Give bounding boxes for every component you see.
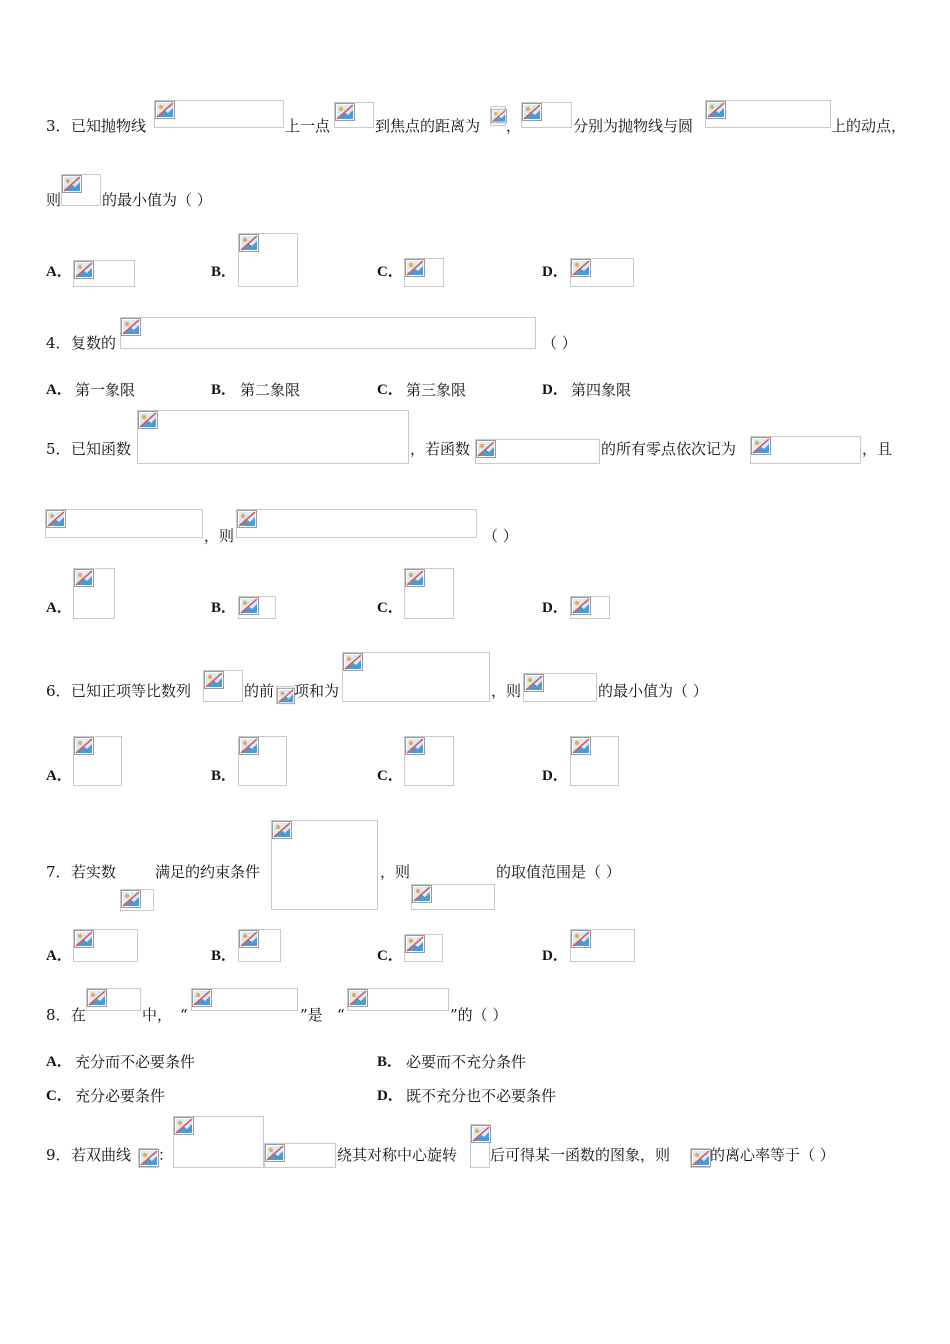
broken-image-icon — [343, 653, 363, 671]
broken-image-icon — [74, 261, 94, 279]
broken-image-icon — [277, 687, 295, 705]
q7-text-4: 的取值范围是（ ） — [496, 863, 621, 881]
formula-image — [120, 889, 154, 911]
broken-image-icon — [405, 569, 425, 587]
broken-image-icon — [204, 671, 224, 689]
formula-image — [138, 1148, 158, 1168]
q3-number: 3． — [46, 117, 71, 135]
q7-option-c-image — [404, 934, 443, 962]
q7-option-a-label: A． — [46, 948, 72, 964]
q4-option-a-text: 第一象限 — [75, 381, 136, 399]
q5-line2-suffix: （ ） — [483, 527, 518, 545]
broken-image-icon — [412, 885, 432, 903]
formula-image — [173, 1116, 264, 1168]
q3-text-1: 已知抛物线 — [71, 117, 147, 135]
q6-text-3: 项和为 — [294, 682, 340, 700]
q7-text-2: 满足的约束条件 — [155, 863, 261, 881]
formula-image — [120, 317, 536, 349]
formula-image — [271, 820, 378, 910]
q9-text-2: ： — [158, 1146, 174, 1164]
q4-option-a-label: A． — [46, 382, 72, 398]
formula-image — [276, 686, 294, 704]
q8-option-d-label: D． — [377, 1088, 403, 1104]
q5-text-1: 已知函数 — [71, 440, 132, 458]
q8-number: 8． — [46, 1006, 71, 1024]
q3-option-b-image — [238, 233, 298, 287]
q9-number: 9． — [46, 1146, 71, 1164]
q7-option-b-image — [238, 929, 281, 962]
broken-image-icon — [237, 510, 257, 528]
q5-text-4: ，且 — [862, 440, 893, 458]
q8-option-a-text: 充分而不必要条件 — [75, 1053, 196, 1071]
q7-number: 7． — [46, 863, 71, 881]
broken-image-icon — [62, 175, 82, 193]
q4-option-d-text: 第四象限 — [571, 381, 632, 399]
q8-option-c-label: C． — [46, 1088, 72, 1104]
q3-option-c-image — [404, 258, 444, 287]
formula-image — [470, 1124, 490, 1168]
formula-image — [236, 509, 477, 538]
q6-option-b-image — [238, 736, 287, 786]
q8-option-b-label: B． — [377, 1054, 403, 1070]
q9-text-3: 绕其对称中心旋转 — [337, 1146, 458, 1164]
q6-text-1: 已知正项等比数列 — [71, 682, 192, 700]
q6-number: 6． — [46, 682, 71, 700]
broken-image-icon — [751, 437, 771, 455]
broken-image-icon — [138, 411, 158, 429]
q3-text-2: 上一点 — [285, 117, 331, 135]
q5-option-c-image — [404, 568, 454, 619]
q3-option-d-label: D． — [542, 264, 568, 280]
q8-option-c-text: 充分必要条件 — [75, 1087, 166, 1105]
broken-image-icon — [491, 107, 507, 125]
q7-option-b-label: B． — [211, 948, 237, 964]
q5-option-c-label: C． — [377, 600, 403, 616]
broken-image-icon — [239, 930, 259, 948]
q8-quote-close-1: ”是 — [300, 1006, 323, 1024]
q3-text-6: 上的动点， — [831, 117, 907, 135]
formula-image — [690, 1148, 710, 1168]
broken-image-icon — [571, 930, 591, 948]
q4-option-c-label: C． — [377, 382, 403, 398]
q9-text-5: 的离心率等于（ ） — [710, 1146, 835, 1164]
broken-image-icon — [265, 1144, 285, 1162]
q5-option-a-label: A． — [46, 600, 72, 616]
q3-text-5: 分别为抛物线与圆 — [573, 117, 694, 135]
q3-line2-suffix: 的最小值为（ ） — [102, 191, 212, 209]
q8-text-2: 中， — [142, 1006, 173, 1024]
q8-text-1: 在 — [71, 1006, 87, 1024]
formula-image — [521, 102, 572, 128]
broken-image-icon — [476, 440, 496, 458]
q5-number: 5． — [46, 440, 71, 458]
q3-text-4: ， — [506, 117, 522, 135]
formula-image — [705, 100, 831, 128]
broken-image-icon — [239, 597, 259, 615]
formula-image — [45, 509, 203, 538]
q3-text-3: 到焦点的距离为 — [375, 117, 481, 135]
q6-option-c-label: C． — [377, 768, 403, 784]
formula-image — [490, 106, 506, 126]
q5-option-d-label: D． — [542, 600, 568, 616]
broken-image-icon — [405, 259, 425, 277]
q9-text-4: 后可得某一函数的图象，则 — [490, 1146, 671, 1164]
broken-image-icon — [174, 1117, 194, 1135]
q3-option-a-label: A． — [46, 264, 72, 280]
broken-image-icon — [348, 989, 368, 1007]
formula-image — [61, 174, 101, 206]
q4-text-1: 复数的 — [71, 334, 117, 352]
q7-text-3: ，则 — [380, 863, 411, 881]
q6-text-4: ，则 — [491, 682, 522, 700]
formula-image — [86, 988, 141, 1011]
q6-option-a-image — [73, 736, 122, 786]
q8-quote-open-2: “ — [337, 1006, 345, 1024]
formula-image — [523, 673, 597, 702]
q7-option-a-image — [73, 929, 138, 962]
q4-number: 4． — [46, 334, 71, 352]
q5-option-b-image — [238, 596, 276, 619]
q5-text-3: 的所有零点依次记为 — [601, 440, 737, 458]
formula-image — [475, 439, 600, 464]
q3-option-b-label: B． — [211, 264, 237, 280]
broken-image-icon — [405, 935, 425, 953]
formula-image — [342, 652, 490, 702]
q6-option-c-image — [404, 736, 454, 786]
broken-image-icon — [272, 821, 292, 839]
q6-option-b-label: B． — [211, 768, 237, 784]
q3-line2-prefix: 则 — [46, 191, 62, 209]
broken-image-icon — [139, 1149, 159, 1167]
q6-text-5: 的最小值为（ ） — [598, 682, 708, 700]
formula-image — [137, 410, 409, 464]
q8-option-b-text: 必要而不充分条件 — [406, 1053, 527, 1071]
broken-image-icon — [192, 989, 212, 1007]
formula-image — [191, 988, 298, 1011]
formula-image — [347, 988, 449, 1011]
broken-image-icon — [121, 318, 141, 336]
broken-image-icon — [471, 1125, 491, 1143]
formula-image — [154, 100, 284, 128]
q7-option-d-label: D． — [542, 948, 568, 964]
broken-image-icon — [46, 510, 66, 528]
q5-option-d-image — [570, 596, 610, 619]
broken-image-icon — [524, 674, 544, 692]
broken-image-icon — [239, 737, 259, 755]
q6-option-a-label: A． — [46, 768, 72, 784]
q4-option-b-label: B． — [211, 382, 237, 398]
broken-image-icon — [706, 101, 726, 119]
q8-quote-close-2: ”的（ ） — [450, 1006, 508, 1024]
q4-option-d-label: D． — [542, 382, 568, 398]
q6-option-d-label: D． — [542, 768, 568, 784]
q7-text-1: 若实数 — [71, 863, 117, 881]
q3-option-a-image — [73, 260, 135, 287]
broken-image-icon — [121, 890, 141, 908]
broken-image-icon — [74, 569, 94, 587]
q7-option-d-image — [570, 929, 635, 962]
q4-option-b-text: 第二象限 — [240, 381, 301, 399]
q5-text-2: ，若函数 — [410, 440, 471, 458]
broken-image-icon — [74, 930, 94, 948]
q5-line2-mid: ，则 — [204, 527, 235, 545]
broken-image-icon — [335, 103, 355, 121]
broken-image-icon — [522, 103, 542, 121]
broken-image-icon — [691, 1149, 711, 1167]
broken-image-icon — [571, 597, 591, 615]
q7-option-c-label: C． — [377, 948, 403, 964]
q3-option-d-image — [570, 258, 634, 287]
q4-text-2: （ ） — [542, 334, 577, 352]
q6-text-2: 的前 — [244, 682, 275, 700]
formula-image — [750, 436, 861, 464]
formula-image — [264, 1143, 336, 1168]
broken-image-icon — [155, 101, 175, 119]
q8-option-d-text: 既不充分也不必要条件 — [406, 1087, 557, 1105]
q9-text-1: 若双曲线 — [71, 1146, 132, 1164]
formula-image — [334, 102, 374, 128]
broken-image-icon — [405, 737, 425, 755]
broken-image-icon — [74, 737, 94, 755]
q8-option-a-label: A． — [46, 1054, 72, 1070]
broken-image-icon — [87, 989, 107, 1007]
q4-option-c-text: 第三象限 — [406, 381, 467, 399]
broken-image-icon — [571, 259, 591, 277]
formula-image — [411, 884, 495, 910]
q8-quote-open-1: “ — [180, 1006, 188, 1024]
q6-option-d-image — [570, 736, 619, 786]
q5-option-b-label: B． — [211, 600, 237, 616]
q3-option-c-label: C． — [377, 264, 403, 280]
formula-image — [203, 670, 243, 702]
broken-image-icon — [239, 234, 259, 252]
q5-option-a-image — [73, 568, 115, 619]
broken-image-icon — [571, 737, 591, 755]
